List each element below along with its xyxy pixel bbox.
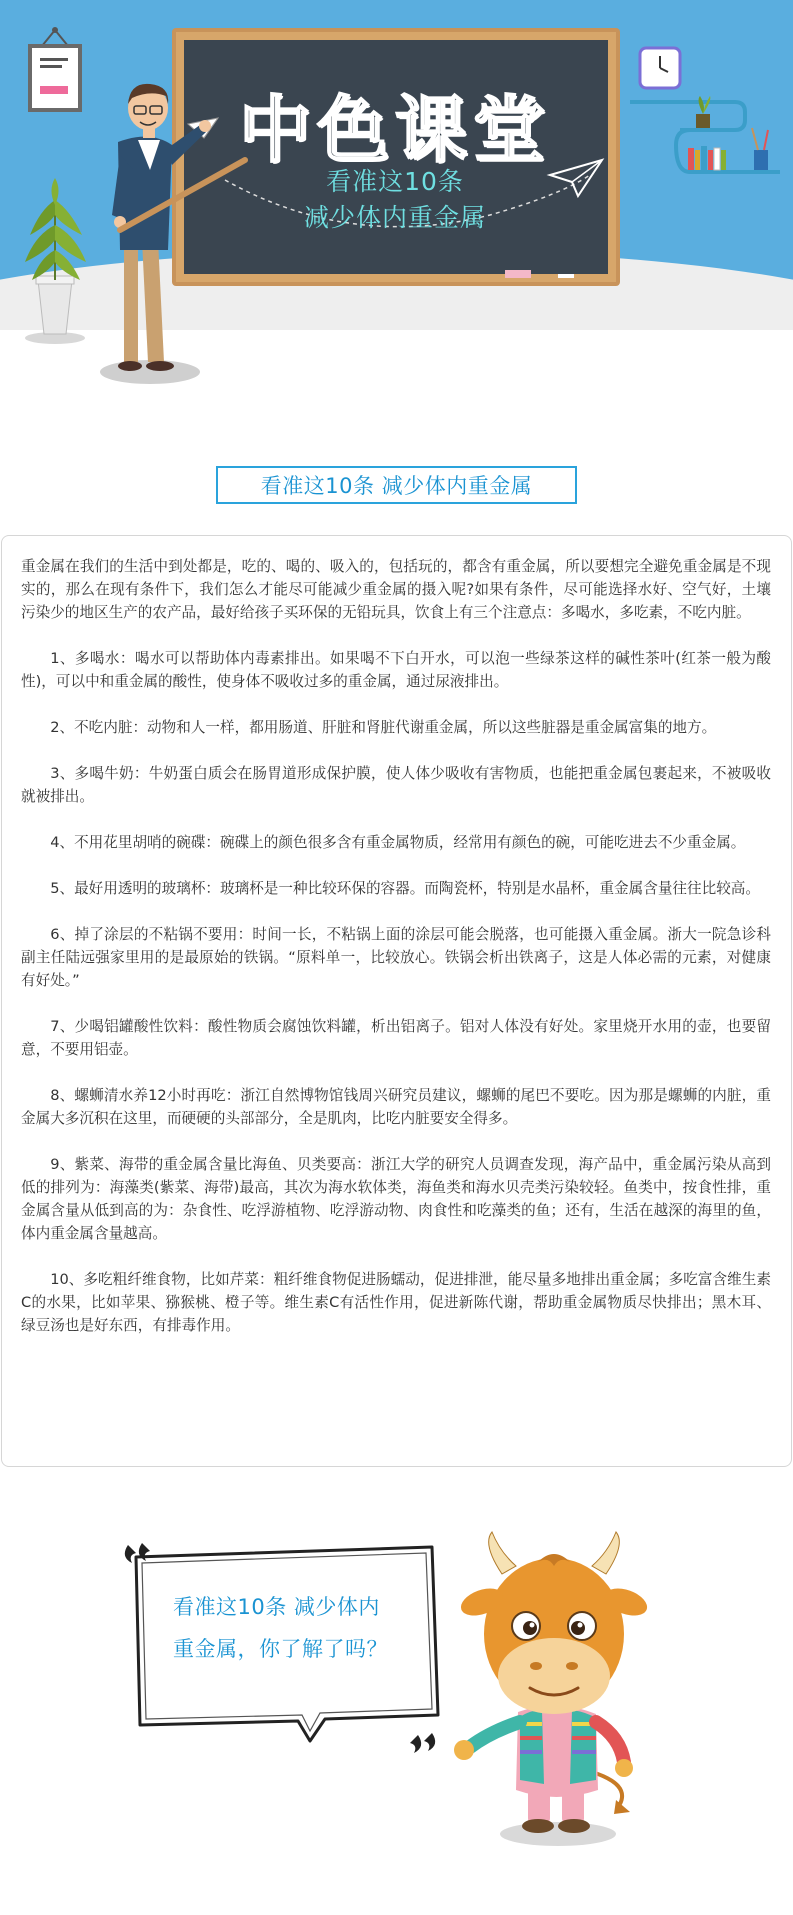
tip-1: 1、多喝水：喝水可以帮助体内毒素排出。如果喝不下白开水，可以泡一些绿茶这样的碱性茶叶(红茶一般为酸性)，可以中和重金属的酸性，使身体不吸收过多的重金属，通过尿液排出。 xyxy=(21,650,771,690)
tip-3: 3、多喝牛奶：牛奶蛋白质会在肠胃道形成保护膜，使人体少吸收有害物质，也能把重金属包裹起来，不被吸收就被排出。 xyxy=(21,765,771,805)
tip-9: 9、紫菜、海带的重金属含量比海鱼、贝类要高：浙江大学的研究人员调查发现，海产品中，重金属污染从高到低的排列为：海藻类(紫菜、海带)最高，其次为海水软体类，海鱼类和海水贝壳类污染较轻。鱼类中，按食性排，重金属含量从低到高的为：杂食性、吃浮游植物、吃浮游动物、肉食性和吃藻类的鱼；还有，生活在越深的海里的鱼，体内重金属含量越高。 xyxy=(21,1156,771,1242)
article-intro: 重金属在我们的生活中到处都是，吃的、喝的、吸入的，包括玩的，都含有重金属，所以要想完全避免重金属是不现实的，那么在现有条件下，我们怎么才能尽可能减少重金属的摄入呢?如果有条件，尽可能选择水好、空气好，土壤污染少的地区生产的农产品，最好给孩子买环保的无铅玩具，饮食上有三个注意点：多喝水，多吃素，不吃内脏。 xyxy=(21,558,771,621)
section-heading: 看准这10条 减少体内重金属 xyxy=(260,474,533,498)
tip-10: 10、多吃粗纤维食物，比如芹菜：粗纤维食物促进肠蠕动，促进排泄，能尽量多地排出重金属；多吃富含维生素C的水果，比如苹果、猕猴桃、橙子等。维生素C有活性作用，促进新陈代谢，帮助重金属物质尽快排出；黑木耳、绿豆汤也是好东西，有排毒作用。 xyxy=(21,1271,771,1334)
tip-5: 5、最好用透明的玻璃杯：玻璃杯是一种比较环保的容器。而陶瓷杯，特别是水晶杯，重金属含量往往比较高。 xyxy=(50,880,760,897)
clock-icon xyxy=(640,48,680,88)
section-heading-box xyxy=(216,466,577,504)
tip-2: 2、不吃内脏：动物和人一样，都用肠道、肝脏和肾脏代谢重金属，所以这些脏器是重金属富集的地方。 xyxy=(50,719,717,736)
bubble-line2: 重金属，你了解了吗？ xyxy=(173,1637,388,1661)
tip-7: 7、少喝铝罐酸性饮料：酸性物质会腐蚀饮料罐，析出铝离子。铝对人体没有好处。家里烧开水用的壶，也要留意，不要用铝壶。 xyxy=(21,1018,771,1058)
hero-banner xyxy=(0,0,793,440)
board-subtitle-line2: 减少体内重金属 xyxy=(303,203,486,232)
article-card xyxy=(1,535,792,1467)
board-subtitle-line1: 看准这10条 xyxy=(326,167,464,196)
tip-4: 4、不用花里胡哨的碗碟：碗碟上的颜色很多含有重金属物质，经常用有颜色的碗，可能吃进去不少重金属。 xyxy=(50,834,746,851)
poster-icon xyxy=(28,27,82,112)
bubble-line1: 看准这10条 减少体内 xyxy=(173,1595,380,1619)
cow-mascot xyxy=(420,1522,690,1852)
tip-8: 8、螺蛳清水养12小时再吃：浙江自然博物馆钱周兴研究员建议，螺蛳的尾巴不要吃。因为那是螺蛳的内脏，重金属大多沉积在这里，而硬硬的头部部分，全是肌肉，比吃内脏要安全得多。 xyxy=(21,1087,771,1127)
potted-plant-icon xyxy=(25,178,86,344)
board-title: 中色课堂 xyxy=(238,88,551,172)
tip-6: 6、掉了涂层的不粘锅不要用：时间一长，不粘锅上面的涂层可能会脱落，也可能摄入重金属。浙大一院急诊科副主任陆远强家里用的是最原始的铁锅。“原料单一，比较放心。铁锅会析出铁离子，这是人体必需的元素，对健康有好处。” xyxy=(21,926,771,989)
bookshelf-icon xyxy=(630,96,780,172)
